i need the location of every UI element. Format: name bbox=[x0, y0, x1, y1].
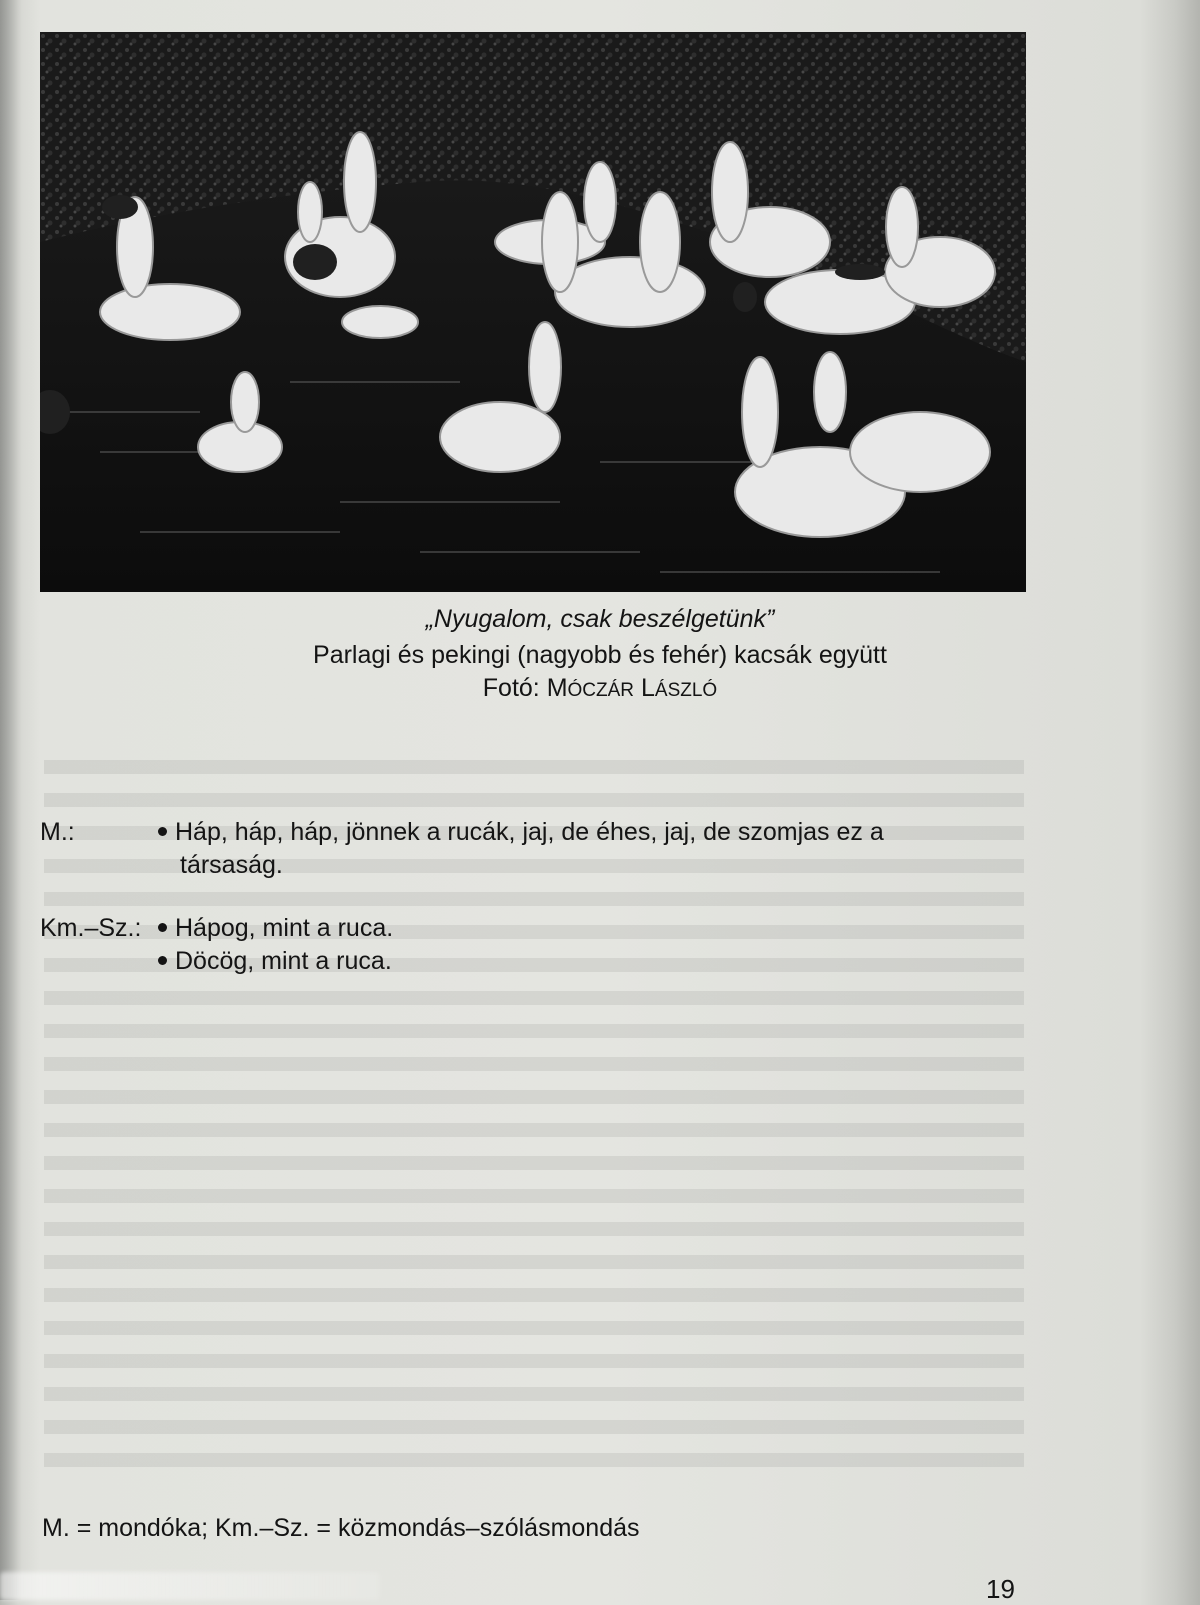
entry-label: Km.–Sz.: bbox=[40, 914, 142, 942]
credit-prefix: Fotó: bbox=[482, 674, 547, 702]
bullet-text: Döcög, mint a ruca. bbox=[175, 947, 392, 975]
bullet-dot-icon bbox=[158, 923, 167, 932]
page-binding-shadow bbox=[0, 0, 22, 1600]
bullet-dot-icon bbox=[158, 827, 167, 836]
credit-name-initial-2: L bbox=[640, 674, 655, 702]
photo-caption-subtitle: Parlagi és pekingi (nagyobb és fehér) kacsák együtt bbox=[313, 641, 887, 669]
entry-kozmondas bbox=[0, 912, 1200, 982]
bullet-item bbox=[158, 816, 884, 849]
abbreviation-footnote: M. = mondóka; Km.–Sz. = közmondás–szólásmondás bbox=[42, 1514, 640, 1542]
credit-name-rest-2: ÁSZLÓ bbox=[654, 680, 718, 701]
photo-credit bbox=[0, 673, 1200, 706]
photo-caption-title: „Nyugalom, csak beszélgetünk” bbox=[425, 605, 775, 633]
bullet-item bbox=[158, 912, 393, 945]
bullet-item bbox=[158, 945, 392, 978]
duck-photo-illustration bbox=[40, 32, 1026, 592]
credit-name-rest-1: ÓCZÁR bbox=[567, 680, 635, 701]
entry-label: M.: bbox=[40, 818, 75, 846]
watermark-overlay bbox=[0, 1572, 380, 1600]
entry-mondoka bbox=[0, 816, 1200, 886]
credit-name-initial-1: M bbox=[546, 674, 568, 702]
bullet-continuation: társaság. bbox=[180, 851, 283, 879]
page-number: 19 bbox=[986, 1574, 1015, 1604]
bullet-dot-icon bbox=[158, 956, 167, 965]
bullet-text: Hápog, mint a ruca. bbox=[175, 914, 394, 942]
bullet-text: Háp, háp, háp, jönnek a rucák, jaj, de éhes, jaj, de szomjas ez a bbox=[175, 818, 884, 846]
duck-photograph bbox=[40, 32, 1026, 592]
